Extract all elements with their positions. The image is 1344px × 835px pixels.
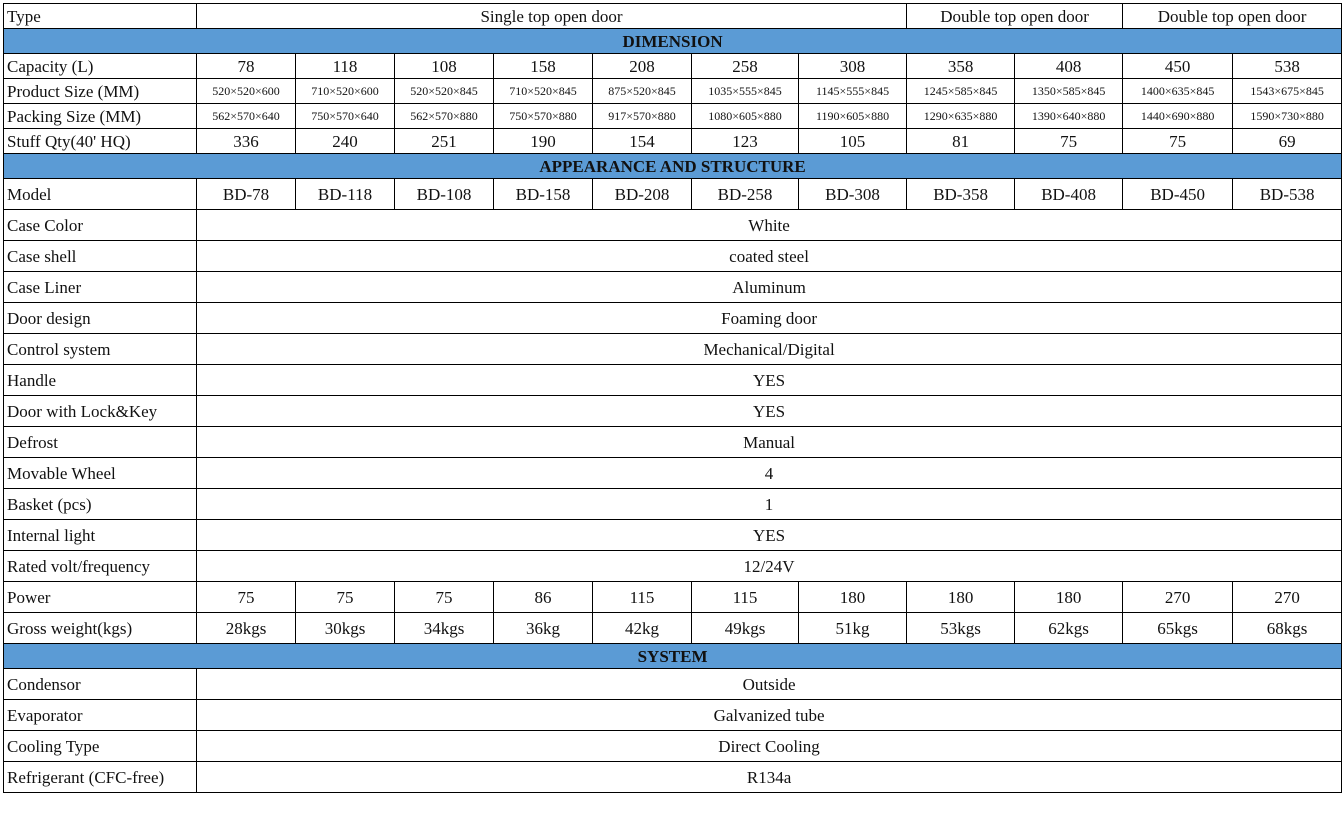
row-label: Defrost [4, 427, 197, 458]
cell-value: 105 [799, 129, 907, 154]
section-system: SYSTEM [4, 644, 1342, 669]
row-label: Case Color [4, 210, 197, 241]
section-dimension: DIMENSION [4, 29, 1342, 54]
row-label: Internal light [4, 520, 197, 551]
cell-value: 336 [197, 129, 296, 154]
appearance-row [4, 334, 1342, 365]
cell-value: 115 [692, 582, 799, 613]
row-value: Mechanical/Digital [197, 334, 1342, 365]
cell-value: 75 [1015, 129, 1123, 154]
system-row [4, 762, 1342, 793]
row-value: Direct Cooling [197, 731, 1342, 762]
row-value: Galvanized tube [197, 700, 1342, 731]
cell-value: 49kgs [692, 613, 799, 644]
cell-value: 75 [197, 582, 296, 613]
row-label: Case Liner [4, 272, 197, 303]
row-label: Basket (pcs) [4, 489, 197, 520]
cell-value: 51kg [799, 613, 907, 644]
row-value: YES [197, 396, 1342, 427]
cell-value: 86 [494, 582, 593, 613]
row-label: Movable Wheel [4, 458, 197, 489]
cell-value: 1080×605×880 [692, 104, 799, 129]
system-row [4, 731, 1342, 762]
row-value: coated steel [197, 241, 1342, 272]
row-label: Refrigerant (CFC-free) [4, 762, 197, 793]
type-label: Type [4, 4, 197, 29]
section-row [4, 29, 1342, 54]
cell-value: 28kgs [197, 613, 296, 644]
spec-table [3, 3, 1342, 793]
cell-value: 917×570×880 [593, 104, 692, 129]
cell-value: 562×570×880 [395, 104, 494, 129]
cell-value: 408 [1015, 54, 1123, 79]
cell-value: 270 [1123, 582, 1233, 613]
cell-value: 240 [296, 129, 395, 154]
cell-value: 1440×690×880 [1123, 104, 1233, 129]
cell-value: 358 [907, 54, 1015, 79]
cell-value: 69 [1233, 129, 1342, 154]
row-value: Manual [197, 427, 1342, 458]
model-row [4, 179, 1342, 210]
row-value: 1 [197, 489, 1342, 520]
section-row [4, 154, 1342, 179]
appearance-row [4, 427, 1342, 458]
cell-value: 520×520×845 [395, 79, 494, 104]
row-label: Stuff Qty(40' HQ) [4, 129, 197, 154]
cell-value: 30kgs [296, 613, 395, 644]
row-value: Foaming door [197, 303, 1342, 334]
type-row [4, 4, 1342, 29]
cell-value: 34kgs [395, 613, 494, 644]
cell-value: BD-258 [692, 179, 799, 210]
cell-value: BD-308 [799, 179, 907, 210]
cell-value: 75 [395, 582, 494, 613]
cell-value: 180 [907, 582, 1015, 613]
row-value: YES [197, 365, 1342, 396]
cell-value: BD-538 [1233, 179, 1342, 210]
row-label: Rated volt/frequency [4, 551, 197, 582]
cell-value: 208 [593, 54, 692, 79]
weight-row [4, 613, 1342, 644]
cell-value: 1145×555×845 [799, 79, 907, 104]
cell-value: 750×570×880 [494, 104, 593, 129]
dimension-row [4, 54, 1342, 79]
dimension-row [4, 129, 1342, 154]
type-group-single: Single top open door [197, 4, 907, 29]
row-value: 4 [197, 458, 1342, 489]
appearance-row [4, 210, 1342, 241]
cell-value: BD-208 [593, 179, 692, 210]
system-row [4, 669, 1342, 700]
cell-value: 180 [1015, 582, 1123, 613]
appearance-row [4, 241, 1342, 272]
cell-value: 520×520×600 [197, 79, 296, 104]
system-row [4, 700, 1342, 731]
cell-value: 1190×605×880 [799, 104, 907, 129]
row-value: White [197, 210, 1342, 241]
cell-value: BD-118 [296, 179, 395, 210]
appearance-row [4, 396, 1342, 427]
cell-value: 118 [296, 54, 395, 79]
section-appearance: APPEARANCE AND STRUCTURE [4, 154, 1342, 179]
cell-value: BD-78 [197, 179, 296, 210]
type-group-double-2: Double top open door [1123, 4, 1342, 29]
row-label: Capacity (L) [4, 54, 197, 79]
cell-value: 308 [799, 54, 907, 79]
row-value: Outside [197, 669, 1342, 700]
cell-value: 1400×635×845 [1123, 79, 1233, 104]
cell-value: 1290×635×880 [907, 104, 1015, 129]
cell-value: 710×520×845 [494, 79, 593, 104]
cell-value: 158 [494, 54, 593, 79]
cell-value: 1245×585×845 [907, 79, 1015, 104]
cell-value: 1543×675×845 [1233, 79, 1342, 104]
cell-value: BD-450 [1123, 179, 1233, 210]
cell-value: 538 [1233, 54, 1342, 79]
cell-value: 115 [593, 582, 692, 613]
power-row [4, 582, 1342, 613]
cell-value: BD-358 [907, 179, 1015, 210]
cell-value: 190 [494, 129, 593, 154]
row-label: Door design [4, 303, 197, 334]
cell-value: 108 [395, 54, 494, 79]
cell-value: 1350×585×845 [1015, 79, 1123, 104]
cell-value: 123 [692, 129, 799, 154]
dimension-row [4, 79, 1342, 104]
row-label: Model [4, 179, 197, 210]
cell-value: 450 [1123, 54, 1233, 79]
type-group-double-1: Double top open door [907, 4, 1123, 29]
row-label: Power [4, 582, 197, 613]
cell-value: 562×570×640 [197, 104, 296, 129]
row-label: Evaporator [4, 700, 197, 731]
cell-value: 65kgs [1123, 613, 1233, 644]
cell-value: 875×520×845 [593, 79, 692, 104]
row-label: Packing Size (MM) [4, 104, 197, 129]
cell-value: 251 [395, 129, 494, 154]
cell-value: 75 [296, 582, 395, 613]
cell-value: 270 [1233, 582, 1342, 613]
cell-value: BD-408 [1015, 179, 1123, 210]
row-value: YES [197, 520, 1342, 551]
cell-value: BD-108 [395, 179, 494, 210]
row-value: Aluminum [197, 272, 1342, 303]
cell-value: 62kgs [1015, 613, 1123, 644]
cell-value: 1035×555×845 [692, 79, 799, 104]
cell-value: 154 [593, 129, 692, 154]
appearance-row [4, 489, 1342, 520]
appearance-row [4, 303, 1342, 334]
row-label: Case shell [4, 241, 197, 272]
cell-value: 750×570×640 [296, 104, 395, 129]
cell-value: 1390×640×880 [1015, 104, 1123, 129]
cell-value: 42kg [593, 613, 692, 644]
cell-value: 180 [799, 582, 907, 613]
cell-value: 81 [907, 129, 1015, 154]
appearance-row [4, 365, 1342, 396]
cell-value: 36kg [494, 613, 593, 644]
section-row [4, 644, 1342, 669]
appearance-row [4, 272, 1342, 303]
cell-value: 1590×730×880 [1233, 104, 1342, 129]
cell-value: BD-158 [494, 179, 593, 210]
appearance-row [4, 520, 1342, 551]
cell-value: 53kgs [907, 613, 1015, 644]
appearance-row [4, 551, 1342, 582]
cell-value: 68kgs [1233, 613, 1342, 644]
cell-value: 258 [692, 54, 799, 79]
row-label: Product Size (MM) [4, 79, 197, 104]
row-value: R134a [197, 762, 1342, 793]
cell-value: 78 [197, 54, 296, 79]
dimension-row [4, 104, 1342, 129]
row-label: Door with Lock&Key [4, 396, 197, 427]
cell-value: 75 [1123, 129, 1233, 154]
row-value: 12/24V [197, 551, 1342, 582]
appearance-row [4, 458, 1342, 489]
row-label: Condensor [4, 669, 197, 700]
row-label: Cooling Type [4, 731, 197, 762]
row-label: Gross weight(kgs) [4, 613, 197, 644]
row-label: Handle [4, 365, 197, 396]
row-label: Control system [4, 334, 197, 365]
cell-value: 710×520×600 [296, 79, 395, 104]
